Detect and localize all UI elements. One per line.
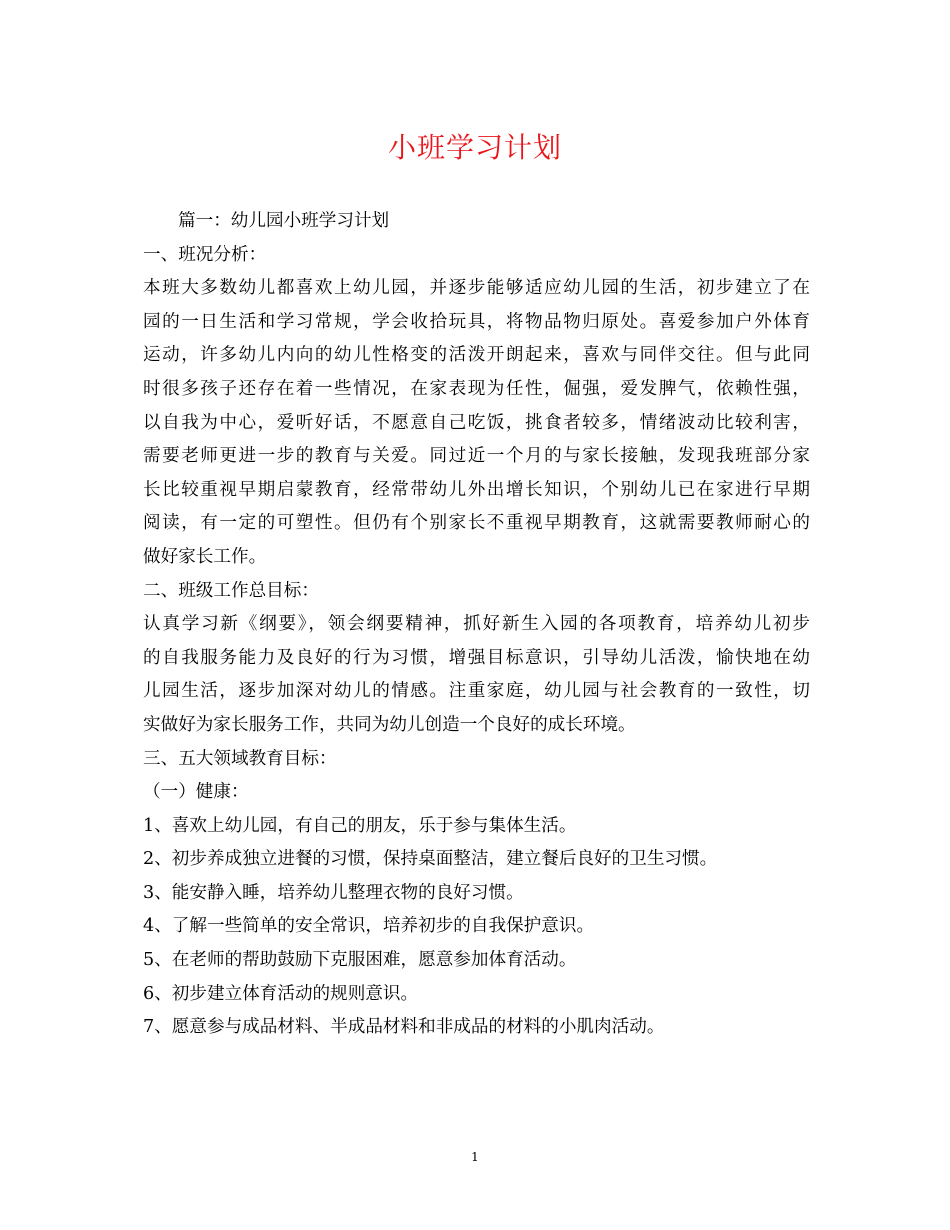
paragraph-line: 时很多孩子还存在着一些情况，在家表现为任性，倔强，爱发脾气，依赖性强， bbox=[143, 378, 810, 399]
section-heading-class-analysis: 一、班况分析： bbox=[143, 244, 267, 265]
paragraph-line: 需要老师更进一步的教育与关爱。同过近一个月的与家长接触，发现我班部分家 bbox=[143, 446, 810, 467]
section-heading-overall-goals: 二、班级工作总目标： bbox=[143, 580, 319, 601]
paragraph-line: 园的一日生活和学习常规，学会收拾玩具，将物品物归原处。喜爱参加户外体育 bbox=[143, 311, 810, 332]
document-title: 小班学习计划 bbox=[387, 131, 562, 164]
paragraph-line: 的自我服务能力及良好的行为习惯，增强目标意识，引导幼儿活泼，愉快地在幼 bbox=[143, 647, 810, 668]
list-item: 7、愿意参与成品材料、半成品材料和非成品的材料的小肌肉活动。 bbox=[143, 1017, 665, 1038]
list-item: 1、喜欢上幼儿园，有自己的朋友，乐于参与集体生活。 bbox=[143, 815, 577, 836]
list-item: 3、能安静入睡，培养幼儿整理衣物的良好习惯。 bbox=[143, 882, 524, 903]
list-item: 6、初步建立体育活动的规则意识。 bbox=[143, 983, 419, 1004]
paragraph-line: 长比较重视早期启蒙教育，经常带幼儿外出增长知识，个别幼儿已在家进行早期 bbox=[143, 479, 810, 500]
list-item: 5、在老师的帮助鼓励下克服困难，愿意参加体育活动。 bbox=[143, 950, 577, 971]
paragraph-line: 做好家长工作。 bbox=[143, 546, 267, 567]
page-number: 1 bbox=[471, 1150, 479, 1164]
list-item: 4、了解一些简单的安全常识，培养初步的自我保护意识。 bbox=[143, 916, 595, 937]
paragraph-line: 阅读，有一定的可塑性。但仍有个别家长不重视早期教育，这就需要教师耐心的 bbox=[143, 513, 810, 534]
paragraph-line: 实做好为家长服务工作，共同为幼儿创造一个良好的成长环境。 bbox=[143, 714, 636, 735]
list-item: 2、初步养成独立进餐的习惯，保持桌面整洁，建立餐后良好的卫生习惯。 bbox=[143, 849, 718, 870]
paragraph-line: 儿园生活，逐步加深对幼儿的情感。注重家庭，幼儿园与社会教育的一致性，切 bbox=[143, 681, 810, 702]
paragraph-line: 运动，许多幼儿内向的幼儿性格变的活泼开朗起来，喜欢与同伴交往。但与此同 bbox=[143, 345, 810, 366]
paragraph-line: 认真学习新《纲要》，领会纲要精神，抓好新生入园的各项教育，培养幼儿初步 bbox=[143, 614, 810, 635]
subtitle: 篇一：幼儿园小班学习计划 bbox=[178, 211, 390, 231]
section-heading-education-goals: 三、五大领域教育目标： bbox=[143, 748, 337, 769]
sub-heading-health: （一）健康： bbox=[143, 782, 249, 803]
paragraph-line: 本班大多数幼儿都喜欢上幼儿园，并逐步能够适应幼儿园的生活，初步建立了在 bbox=[143, 278, 810, 299]
document-body bbox=[143, 205, 810, 1045]
paragraph-line: 以自我为中心，爱听好话，不愿意自己吃饭，挑食者较多，情绪波动比较利害， bbox=[143, 412, 810, 433]
